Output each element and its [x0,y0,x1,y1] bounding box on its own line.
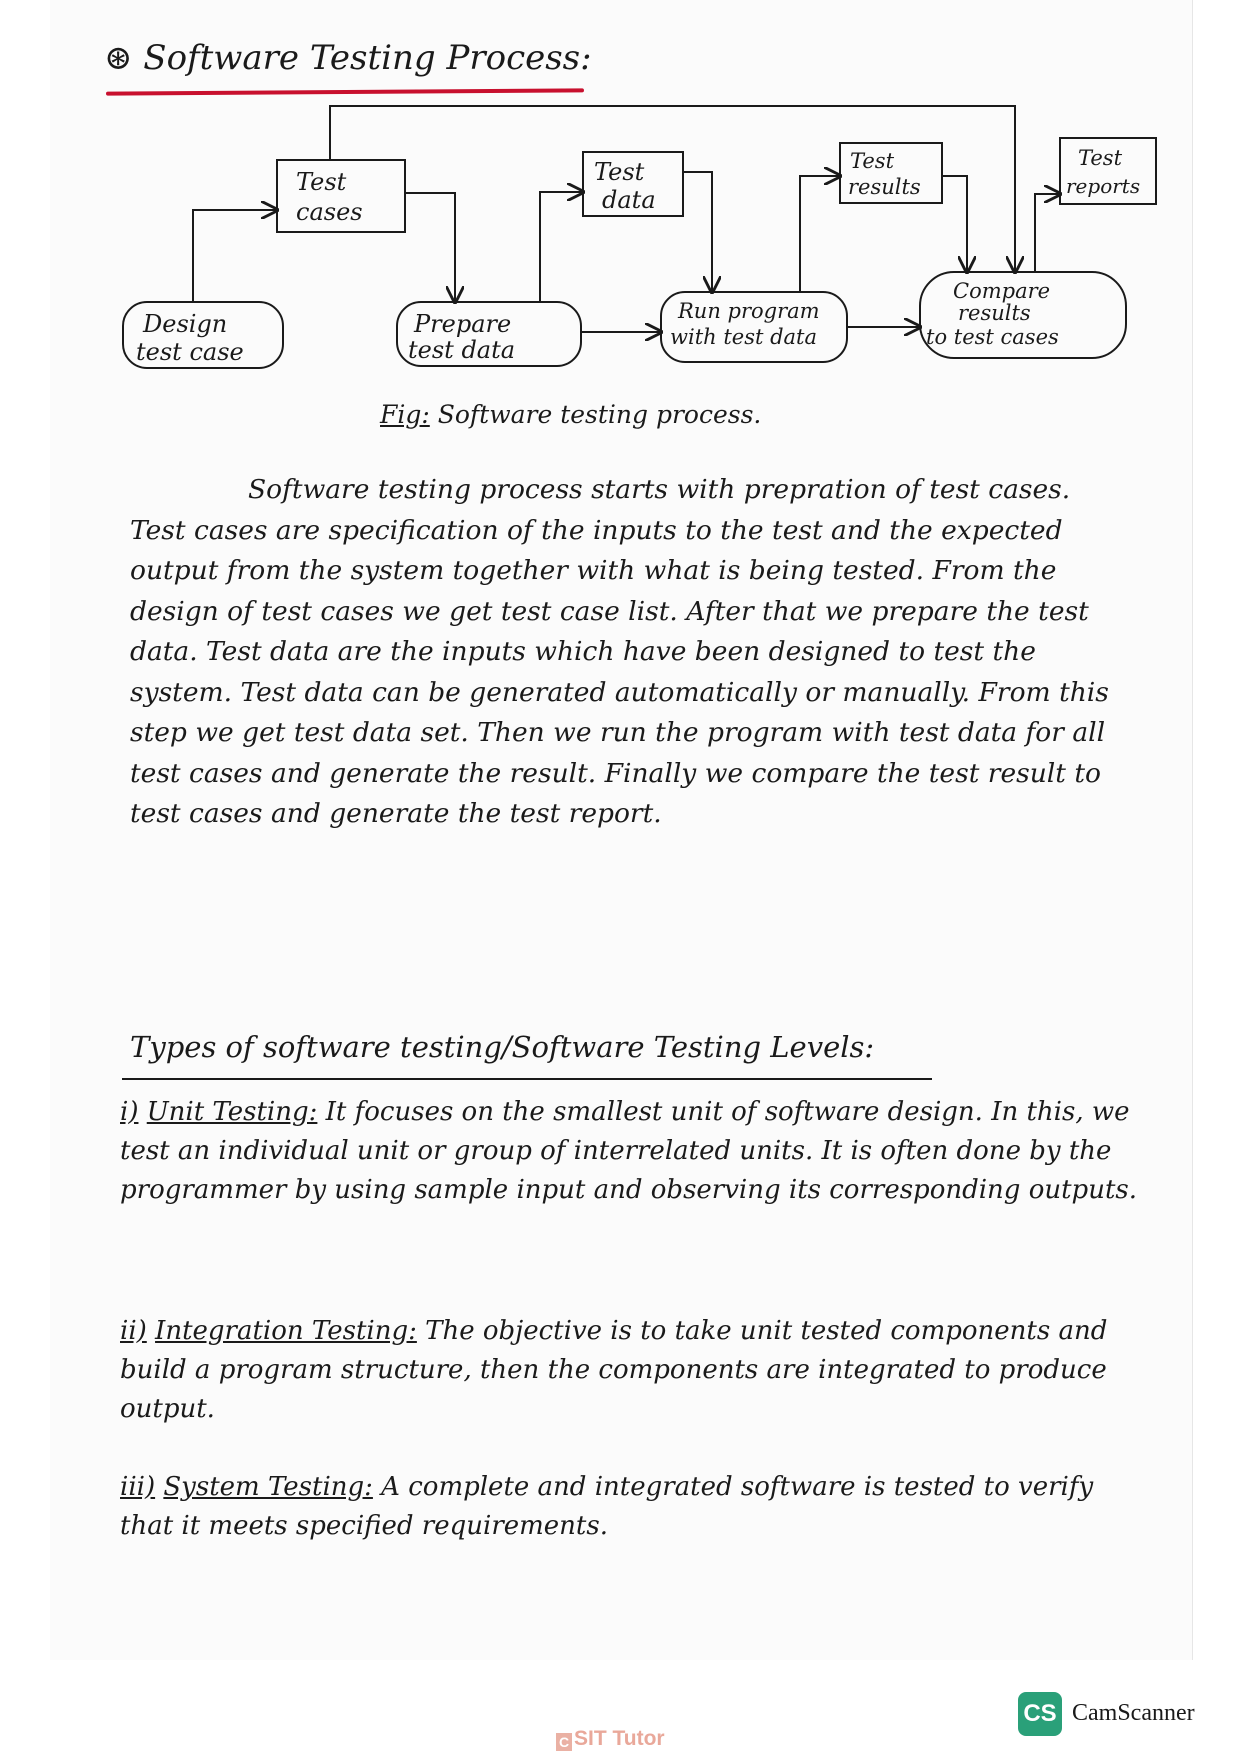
testing-type-item [120,1093,1140,1210]
label-test-data-1: Test [594,158,645,186]
intro-paragraph: Software testing process starts with prepration of test cases. Test cases are specification of the inputs to the test and the expected output from the system together with what is being tested. From the design of test cases we get test case list. After that we prepare the test data. Test data are the inputs which have been designed to test the system. Test data can be generated automatically or manually. From this step we get test data set. Then we run the program with test data for all test cases and generate the result. Finally we compare the test result to test cases and generate the test report. [130,474,1109,829]
camscanner-label: CamScanner [1072,1700,1195,1726]
item-text: It focuses on the smallest unit of software design. In this, we test an individual unit or group of interrelated units. It is often done by the programmer by using sample input and observing its corresponding outputs. [120,1097,1137,1205]
label-compare-2: results [958,301,1031,325]
software-testing-process-diagram [0,0,1240,420]
types-heading-underline [122,1078,932,1080]
label-compare-1: Compare [953,279,1051,303]
figure-label: Fig: [380,400,430,429]
arrow-run-to-test-data [540,192,583,302]
label-test-reports-1: Test [1078,146,1123,170]
arrow-test-data-to-run [683,172,712,292]
label-design-2: test case [136,338,244,366]
label-test-cases-1: Test [296,168,347,196]
item-number: iii) [120,1472,156,1502]
arrow-test-results-to-compare [942,176,967,272]
arrow-compare-to-test-reports [1035,194,1060,272]
label-design-1: Design [143,310,228,338]
item-number: ii) [120,1316,147,1346]
item-text: The objective is to take unit tested components and build a program structure, then the components are integrated to produce output. [120,1316,1108,1424]
item-label: System Testing: [163,1472,373,1502]
label-prepare-1: Prepare [414,310,512,338]
figure-caption [380,400,761,429]
arrow-run-to-test-results [800,176,840,292]
watermark [556,1727,665,1751]
watermark-text: SIT Tutor [574,1727,665,1750]
item-number: i) [120,1097,139,1127]
watermark-icon: C [556,1733,572,1751]
label-run-2: with test data [670,325,818,349]
page-title: ⊛ Software Testing Process: [104,38,592,78]
item-text: A complete and integrated software is tested to verify that it meets specified requirements. [120,1472,1094,1541]
testing-type-item [120,1468,1140,1546]
label-test-cases-2: cases [296,198,363,226]
label-test-results-2: results [848,175,921,199]
label-test-results-1: Test [850,149,895,173]
label-test-data-2: data [602,186,656,214]
item-label: Unit Testing: [146,1097,318,1127]
arrow-design-to-test-cases [193,210,277,302]
label-test-reports-2: reports [1066,174,1141,198]
label-prepare-2: test data [408,336,516,364]
testing-type-item [120,1312,1140,1429]
arrow-test-cases-to-prepare [405,193,455,302]
label-compare-3: to test cases [926,325,1059,349]
types-heading: Types of software testing/Software Testing Levels: [130,1030,875,1064]
label-run-1: Run program [678,299,820,323]
figure-caption-text: Software testing process. [429,400,762,429]
item-label: Integration Testing: [155,1316,417,1346]
camscanner-logo-icon: CS [1018,1692,1062,1736]
